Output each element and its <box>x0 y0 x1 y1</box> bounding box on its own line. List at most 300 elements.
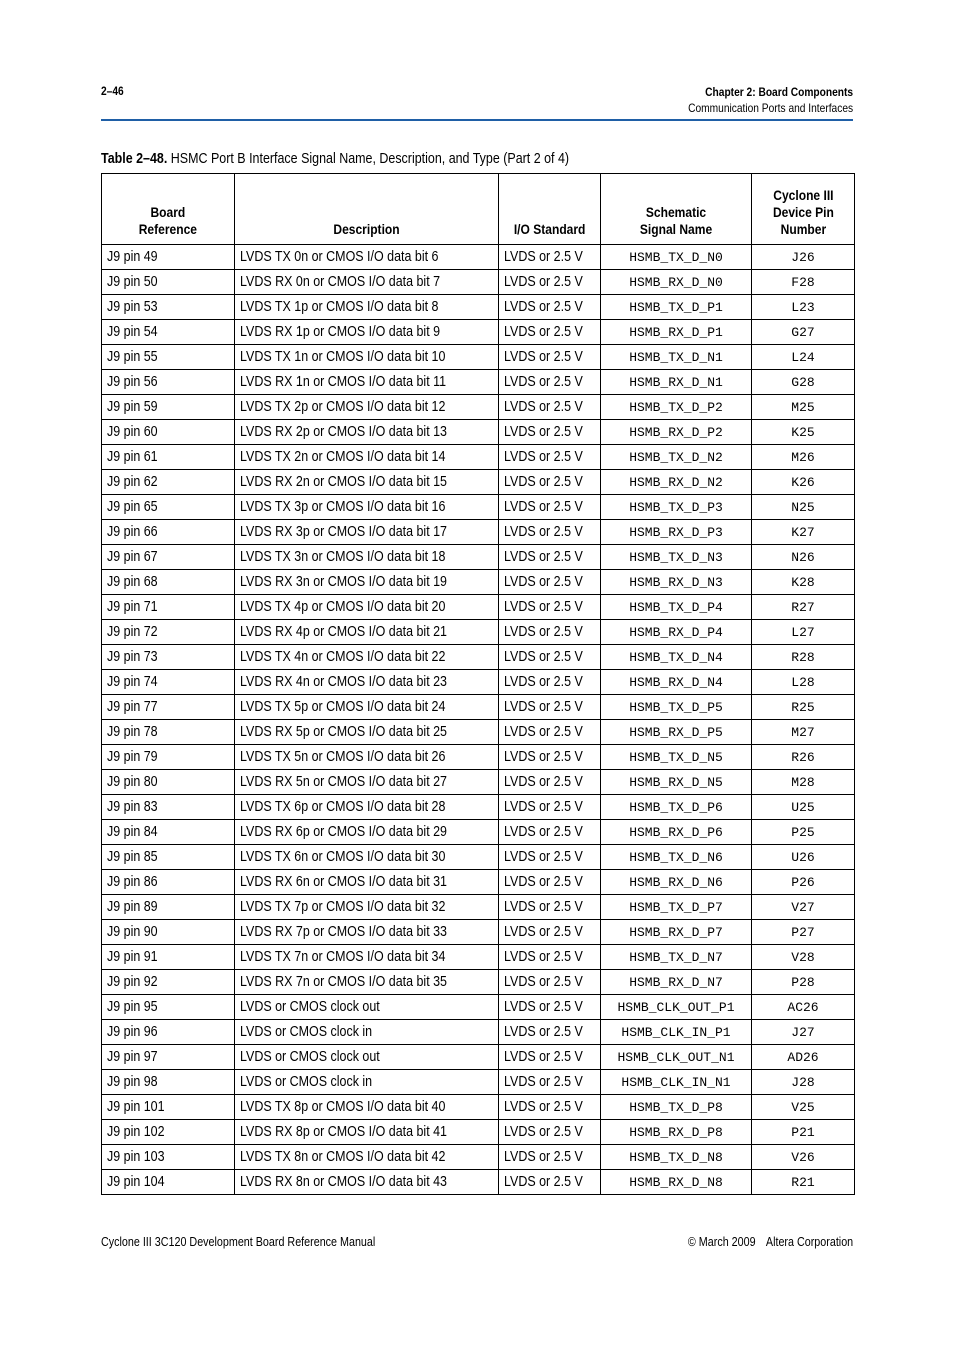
cell-text: LVDS or 2.5 V <box>504 474 583 490</box>
header-text: Signal Name <box>639 221 713 237</box>
schematic-signal-header <box>601 174 752 245</box>
table-row <box>102 1120 855 1145</box>
cell-text: LVDS RX 8p or CMOS I/O data bit 41 <box>240 1124 448 1140</box>
device-pin-cell: J26 <box>752 245 855 270</box>
device-pin-cell: G28 <box>752 370 855 395</box>
table-row <box>102 1020 855 1045</box>
device-pin-cell: P26 <box>752 870 855 895</box>
io-standard-cell <box>499 395 601 420</box>
io-standard-cell <box>499 695 601 720</box>
cell-text: J9 pin 73 <box>107 649 158 665</box>
description-cell <box>235 470 499 495</box>
io-standard-cell <box>499 370 601 395</box>
device-pin-cell: L24 <box>752 345 855 370</box>
cell-text: J9 pin 84 <box>107 824 158 840</box>
cell-text: LVDS RX 0n or CMOS I/O data bit 7 <box>240 274 441 290</box>
table-row <box>102 470 855 495</box>
table-row <box>102 1045 855 1070</box>
board-reference-cell <box>102 420 235 445</box>
cell-text: LVDS TX 1n or CMOS I/O data bit 10 <box>240 349 446 365</box>
cell-text: J9 pin 91 <box>107 949 158 965</box>
cell-text: LVDS or CMOS clock out <box>240 999 380 1015</box>
cell-text: J9 pin 79 <box>107 749 158 765</box>
cell-text: LVDS RX 7p or CMOS I/O data bit 33 <box>240 924 448 940</box>
board-reference-cell <box>102 295 235 320</box>
description-cell <box>235 320 499 345</box>
io-standard-cell <box>499 720 601 745</box>
board-reference-cell <box>102 945 235 970</box>
io-standard-cell <box>499 1120 601 1145</box>
description-cell <box>235 445 499 470</box>
description-cell <box>235 370 499 395</box>
io-standard-cell <box>499 745 601 770</box>
cell-text: LVDS RX 4p or CMOS I/O data bit 21 <box>240 624 448 640</box>
signal-name-cell: HSMB_RX_D_P6 <box>601 820 752 845</box>
cell-text: LVDS or 2.5 V <box>504 974 583 990</box>
cell-text: J9 pin 56 <box>107 374 158 390</box>
device-pin-cell: F28 <box>752 270 855 295</box>
device-pin-cell: M25 <box>752 395 855 420</box>
board-reference-cell <box>102 395 235 420</box>
device-pin-header <box>752 174 855 245</box>
cell-text: LVDS or 2.5 V <box>504 799 583 815</box>
cell-text: LVDS RX 2p or CMOS I/O data bit 13 <box>240 424 448 440</box>
io-standard-cell <box>499 820 601 845</box>
table-row <box>102 370 855 395</box>
cell-text: LVDS or 2.5 V <box>504 299 583 315</box>
board-reference-cell <box>102 320 235 345</box>
board-reference-cell <box>102 270 235 295</box>
signal-name-cell: HSMB_TX_D_N2 <box>601 445 752 470</box>
description-cell <box>235 420 499 445</box>
header-text: Schematic <box>645 204 707 220</box>
table-row <box>102 995 855 1020</box>
cell-text: LVDS TX 5n or CMOS I/O data bit 26 <box>240 749 446 765</box>
cell-text: LVDS TX 4p or CMOS I/O data bit 20 <box>240 599 446 615</box>
running-header <box>688 84 853 116</box>
io-standard-cell <box>499 645 601 670</box>
device-pin-cell: P21 <box>752 1120 855 1145</box>
description-cell <box>235 570 499 595</box>
signal-name-cell: HSMB_TX_D_P6 <box>601 795 752 820</box>
io-standard-cell <box>499 420 601 445</box>
io-standard-cell <box>499 995 601 1020</box>
cell-text: LVDS or 2.5 V <box>504 349 583 365</box>
cell-text: LVDS or 2.5 V <box>504 574 583 590</box>
io-standard-header <box>499 174 601 245</box>
header-text: I/O Standard <box>513 221 586 237</box>
cell-text: LVDS or 2.5 V <box>504 724 583 740</box>
cell-text: J9 pin 97 <box>107 1049 158 1065</box>
board-reference-cell <box>102 1145 235 1170</box>
footer-company: Altera Corporation <box>765 1235 853 1249</box>
io-standard-cell <box>499 1170 601 1195</box>
cell-text: J9 pin 53 <box>107 299 158 315</box>
table-row <box>102 270 855 295</box>
io-standard-cell <box>499 920 601 945</box>
description-cell <box>235 520 499 545</box>
cell-text: J9 pin 85 <box>107 849 158 865</box>
cell-text: LVDS or 2.5 V <box>504 1149 583 1165</box>
signal-name-cell: HSMB_TX_D_P8 <box>601 1095 752 1120</box>
signal-name-cell: HSMB_TX_D_N7 <box>601 945 752 970</box>
cell-text: LVDS RX 6p or CMOS I/O data bit 29 <box>240 824 448 840</box>
signal-name-cell: HSMB_RX_D_N8 <box>601 1170 752 1195</box>
cell-text: LVDS or CMOS clock out <box>240 1049 380 1065</box>
board-reference-cell <box>102 570 235 595</box>
cell-text: J9 pin 102 <box>107 1124 165 1140</box>
device-pin-cell: R28 <box>752 645 855 670</box>
device-pin-cell: U25 <box>752 795 855 820</box>
signal-name-cell: HSMB_RX_D_N2 <box>601 470 752 495</box>
device-pin-cell: V26 <box>752 1145 855 1170</box>
table-row <box>102 695 855 720</box>
io-standard-cell <box>499 270 601 295</box>
cell-text: J9 pin 62 <box>107 474 158 490</box>
description-cell <box>235 845 499 870</box>
cell-text: J9 pin 95 <box>107 999 158 1015</box>
io-standard-cell <box>499 320 601 345</box>
signal-name-cell: HSMB_TX_D_N0 <box>601 245 752 270</box>
table-row <box>102 945 855 970</box>
device-pin-cell: N25 <box>752 495 855 520</box>
cell-text: LVDS RX 7n or CMOS I/O data bit 35 <box>240 974 448 990</box>
board-reference-cell <box>102 1020 235 1045</box>
cell-text: LVDS TX 6p or CMOS I/O data bit 28 <box>240 799 446 815</box>
table-row <box>102 1145 855 1170</box>
device-pin-cell: R21 <box>752 1170 855 1195</box>
table-row <box>102 795 855 820</box>
cell-text: LVDS RX 1n or CMOS I/O data bit 11 <box>240 374 447 390</box>
cell-text: LVDS TX 1p or CMOS I/O data bit 8 <box>240 299 439 315</box>
table-caption <box>101 151 569 167</box>
signal-name-cell: HSMB_RX_D_N5 <box>601 770 752 795</box>
cell-text: J9 pin 49 <box>107 249 158 265</box>
device-pin-cell: M27 <box>752 720 855 745</box>
footer-manual-title: Cyclone III 3C120 Development Board Reference Manual <box>101 1235 376 1249</box>
signal-name-cell: HSMB_RX_D_P1 <box>601 320 752 345</box>
table-row <box>102 1095 855 1120</box>
table-row <box>102 845 855 870</box>
cell-text: J9 pin 68 <box>107 574 158 590</box>
header-text: Number <box>780 221 826 237</box>
cell-text: J9 pin 96 <box>107 1024 158 1040</box>
cell-text: LVDS RX 2n or CMOS I/O data bit 15 <box>240 474 448 490</box>
header-text: Cyclone III <box>772 187 834 203</box>
table-row <box>102 595 855 620</box>
description-cell <box>235 920 499 945</box>
cell-text: LVDS or 2.5 V <box>504 849 583 865</box>
table-row <box>102 895 855 920</box>
cell-text: LVDS or 2.5 V <box>504 1049 583 1065</box>
table-row <box>102 395 855 420</box>
cell-text: LVDS RX 4n or CMOS I/O data bit 23 <box>240 674 448 690</box>
board-reference-cell <box>102 920 235 945</box>
board-reference-cell <box>102 1070 235 1095</box>
cell-text: LVDS RX 6n or CMOS I/O data bit 31 <box>240 874 448 890</box>
cell-text: LVDS or 2.5 V <box>504 374 583 390</box>
signal-name-cell: HSMB_RX_D_N4 <box>601 670 752 695</box>
io-standard-cell <box>499 970 601 995</box>
device-pin-cell: P27 <box>752 920 855 945</box>
signal-name-cell: HSMB_TX_D_P1 <box>601 295 752 320</box>
cell-text: LVDS RX 5n or CMOS I/O data bit 27 <box>240 774 448 790</box>
board-reference-cell <box>102 670 235 695</box>
cell-text: J9 pin 60 <box>107 424 158 440</box>
description-cell <box>235 1070 499 1095</box>
cell-text: J9 pin 71 <box>107 599 158 615</box>
header-text: Device Pin <box>772 204 834 220</box>
cell-text: LVDS TX 7p or CMOS I/O data bit 32 <box>240 899 446 915</box>
device-pin-cell: P28 <box>752 970 855 995</box>
signal-name-cell: HSMB_CLK_OUT_N1 <box>601 1045 752 1070</box>
cell-text: LVDS or 2.5 V <box>504 1174 583 1190</box>
signal-name-cell: HSMB_TX_D_P5 <box>601 695 752 720</box>
io-standard-cell <box>499 620 601 645</box>
cell-text: LVDS TX 3n or CMOS I/O data bit 18 <box>240 549 446 565</box>
signal-name-cell: HSMB_RX_D_P3 <box>601 520 752 545</box>
io-standard-cell <box>499 1145 601 1170</box>
signal-name-cell: HSMB_CLK_IN_N1 <box>601 1070 752 1095</box>
io-standard-cell <box>499 595 601 620</box>
cell-text: J9 pin 83 <box>107 799 158 815</box>
cell-text: LVDS or 2.5 V <box>504 649 583 665</box>
cell-text: LVDS or 2.5 V <box>504 699 583 715</box>
io-standard-cell <box>499 570 601 595</box>
header-text: Board <box>150 204 186 220</box>
cell-text: LVDS or 2.5 V <box>504 924 583 940</box>
device-pin-cell: L23 <box>752 295 855 320</box>
description-cell <box>235 645 499 670</box>
io-standard-cell <box>499 295 601 320</box>
table-row <box>102 320 855 345</box>
io-standard-cell <box>499 870 601 895</box>
description-cell <box>235 345 499 370</box>
cell-text: LVDS TX 3p or CMOS I/O data bit 16 <box>240 499 446 515</box>
signal-name-cell: HSMB_RX_D_P2 <box>601 420 752 445</box>
header-text: Description <box>333 221 400 237</box>
cell-text: LVDS or 2.5 V <box>504 274 583 290</box>
device-pin-cell: L27 <box>752 620 855 645</box>
cell-text: LVDS RX 3n or CMOS I/O data bit 19 <box>240 574 448 590</box>
description-cell <box>235 720 499 745</box>
description-cell <box>235 595 499 620</box>
device-pin-cell: M28 <box>752 770 855 795</box>
cell-text: LVDS TX 8p or CMOS I/O data bit 40 <box>240 1099 446 1115</box>
signal-name-cell: HSMB_TX_D_N1 <box>601 345 752 370</box>
io-standard-cell <box>499 770 601 795</box>
table-row <box>102 970 855 995</box>
section-title: Communication Ports and Interfaces <box>688 101 853 115</box>
description-cell <box>235 770 499 795</box>
cell-text: J9 pin 80 <box>107 774 158 790</box>
io-standard-cell <box>499 470 601 495</box>
cell-text: J9 pin 77 <box>107 699 158 715</box>
description-cell <box>235 795 499 820</box>
board-reference-cell <box>102 595 235 620</box>
description-cell <box>235 1170 499 1195</box>
device-pin-cell: AD26 <box>752 1045 855 1070</box>
signal-name-cell: HSMB_TX_D_N3 <box>601 545 752 570</box>
signal-name-cell: HSMB_CLK_IN_P1 <box>601 1020 752 1045</box>
cell-text: LVDS or 2.5 V <box>504 599 583 615</box>
io-standard-cell <box>499 245 601 270</box>
cell-text: LVDS TX 6n or CMOS I/O data bit 30 <box>240 849 446 865</box>
cell-text: LVDS or 2.5 V <box>504 824 583 840</box>
table-row <box>102 545 855 570</box>
table-row <box>102 620 855 645</box>
io-standard-cell <box>499 1045 601 1070</box>
io-standard-cell <box>499 895 601 920</box>
table-row <box>102 245 855 270</box>
signal-name-cell: HSMB_RX_D_N7 <box>601 970 752 995</box>
header-rule <box>101 119 853 121</box>
description-cell <box>235 970 499 995</box>
cell-text: J9 pin 92 <box>107 974 158 990</box>
signal-table <box>101 173 855 1195</box>
table-number: Table 2–48. <box>101 151 168 167</box>
board-reference-cell <box>102 995 235 1020</box>
cell-text: LVDS or 2.5 V <box>504 249 583 265</box>
board-reference-cell <box>102 345 235 370</box>
io-standard-cell <box>499 945 601 970</box>
table-row <box>102 720 855 745</box>
cell-text: LVDS TX 0n or CMOS I/O data bit 6 <box>240 249 439 265</box>
signal-name-cell: HSMB_RX_D_N3 <box>601 570 752 595</box>
description-cell <box>235 545 499 570</box>
board-reference-cell <box>102 470 235 495</box>
signal-name-cell: HSMB_TX_D_N4 <box>601 645 752 670</box>
board-reference-cell <box>102 820 235 845</box>
io-standard-cell <box>499 495 601 520</box>
cell-text: LVDS or 2.5 V <box>504 749 583 765</box>
cell-text: LVDS or 2.5 V <box>504 774 583 790</box>
description-header <box>235 174 499 245</box>
signal-name-cell: HSMB_RX_D_N0 <box>601 270 752 295</box>
table-row <box>102 1170 855 1195</box>
cell-text: LVDS or 2.5 V <box>504 499 583 515</box>
cell-text: J9 pin 65 <box>107 499 158 515</box>
cell-text: LVDS RX 3p or CMOS I/O data bit 17 <box>240 524 448 540</box>
signal-name-cell: HSMB_RX_D_N1 <box>601 370 752 395</box>
device-pin-cell: J28 <box>752 1070 855 1095</box>
cell-text: J9 pin 101 <box>107 1099 165 1115</box>
cell-text: LVDS or 2.5 V <box>504 949 583 965</box>
table-row <box>102 495 855 520</box>
description-cell <box>235 670 499 695</box>
description-cell <box>235 1020 499 1045</box>
cell-text: LVDS or CMOS clock in <box>240 1024 373 1040</box>
signal-name-cell: HSMB_RX_D_P4 <box>601 620 752 645</box>
device-pin-cell: R25 <box>752 695 855 720</box>
signal-name-cell: HSMB_TX_D_P7 <box>601 895 752 920</box>
footer-right <box>688 1235 853 1249</box>
description-cell <box>235 620 499 645</box>
board-reference-cell <box>102 1095 235 1120</box>
io-standard-cell <box>499 345 601 370</box>
device-pin-cell: R27 <box>752 595 855 620</box>
device-pin-cell: K27 <box>752 520 855 545</box>
cell-text: J9 pin 90 <box>107 924 158 940</box>
board-reference-cell <box>102 645 235 670</box>
cell-text: J9 pin 67 <box>107 549 158 565</box>
board-reference-cell <box>102 495 235 520</box>
description-cell <box>235 820 499 845</box>
cell-text: LVDS or 2.5 V <box>504 324 583 340</box>
device-pin-cell: K26 <box>752 470 855 495</box>
description-cell <box>235 495 499 520</box>
board-reference-cell <box>102 1120 235 1145</box>
cell-text: J9 pin 55 <box>107 349 158 365</box>
description-cell <box>235 995 499 1020</box>
description-cell <box>235 295 499 320</box>
description-cell <box>235 695 499 720</box>
device-pin-cell: U26 <box>752 845 855 870</box>
cell-text: LVDS RX 8n or CMOS I/O data bit 43 <box>240 1174 448 1190</box>
description-cell <box>235 1145 499 1170</box>
signal-name-cell: HSMB_RX_D_P5 <box>601 720 752 745</box>
cell-text: LVDS or 2.5 V <box>504 674 583 690</box>
table-row <box>102 870 855 895</box>
device-pin-cell: G27 <box>752 320 855 345</box>
cell-text: LVDS or 2.5 V <box>504 1099 583 1115</box>
cell-text: LVDS or 2.5 V <box>504 424 583 440</box>
cell-text: J9 pin 103 <box>107 1149 165 1165</box>
board-reference-cell <box>102 895 235 920</box>
cell-text: J9 pin 86 <box>107 874 158 890</box>
signal-name-cell: HSMB_TX_D_P2 <box>601 395 752 420</box>
cell-text: LVDS or 2.5 V <box>504 399 583 415</box>
cell-text: LVDS or 2.5 V <box>504 874 583 890</box>
cell-text: LVDS TX 4n or CMOS I/O data bit 22 <box>240 649 446 665</box>
board-reference-cell <box>102 520 235 545</box>
board-reference-cell <box>102 445 235 470</box>
signal-name-cell: HSMB_TX_D_N8 <box>601 1145 752 1170</box>
signal-name-cell: HSMB_TX_D_N5 <box>601 745 752 770</box>
device-pin-cell: M26 <box>752 445 855 470</box>
cell-text: LVDS or 2.5 V <box>504 1074 583 1090</box>
io-standard-cell <box>499 795 601 820</box>
io-standard-cell <box>499 670 601 695</box>
cell-text: J9 pin 104 <box>107 1174 165 1190</box>
board-reference-cell <box>102 245 235 270</box>
board-reference-cell <box>102 1170 235 1195</box>
cell-text: LVDS or 2.5 V <box>504 524 583 540</box>
cell-text: J9 pin 78 <box>107 724 158 740</box>
cell-text: LVDS RX 1p or CMOS I/O data bit 9 <box>240 324 441 340</box>
cell-text: J9 pin 50 <box>107 274 158 290</box>
footer-date: © March 2009 <box>687 1235 756 1249</box>
cell-text: J9 pin 59 <box>107 399 158 415</box>
io-standard-cell <box>499 1020 601 1045</box>
description-cell <box>235 945 499 970</box>
cell-text: LVDS or 2.5 V <box>504 624 583 640</box>
description-cell <box>235 895 499 920</box>
board-reference-cell <box>102 620 235 645</box>
board-reference-cell <box>102 745 235 770</box>
board-reference-cell <box>102 795 235 820</box>
io-standard-cell <box>499 845 601 870</box>
table-row <box>102 520 855 545</box>
cell-text: LVDS or 2.5 V <box>504 999 583 1015</box>
device-pin-cell: V25 <box>752 1095 855 1120</box>
cell-text: LVDS or 2.5 V <box>504 1024 583 1040</box>
table-row <box>102 920 855 945</box>
table-row <box>102 420 855 445</box>
cell-text: LVDS TX 5p or CMOS I/O data bit 24 <box>240 699 446 715</box>
device-pin-cell: AC26 <box>752 995 855 1020</box>
cell-text: J9 pin 61 <box>107 449 158 465</box>
